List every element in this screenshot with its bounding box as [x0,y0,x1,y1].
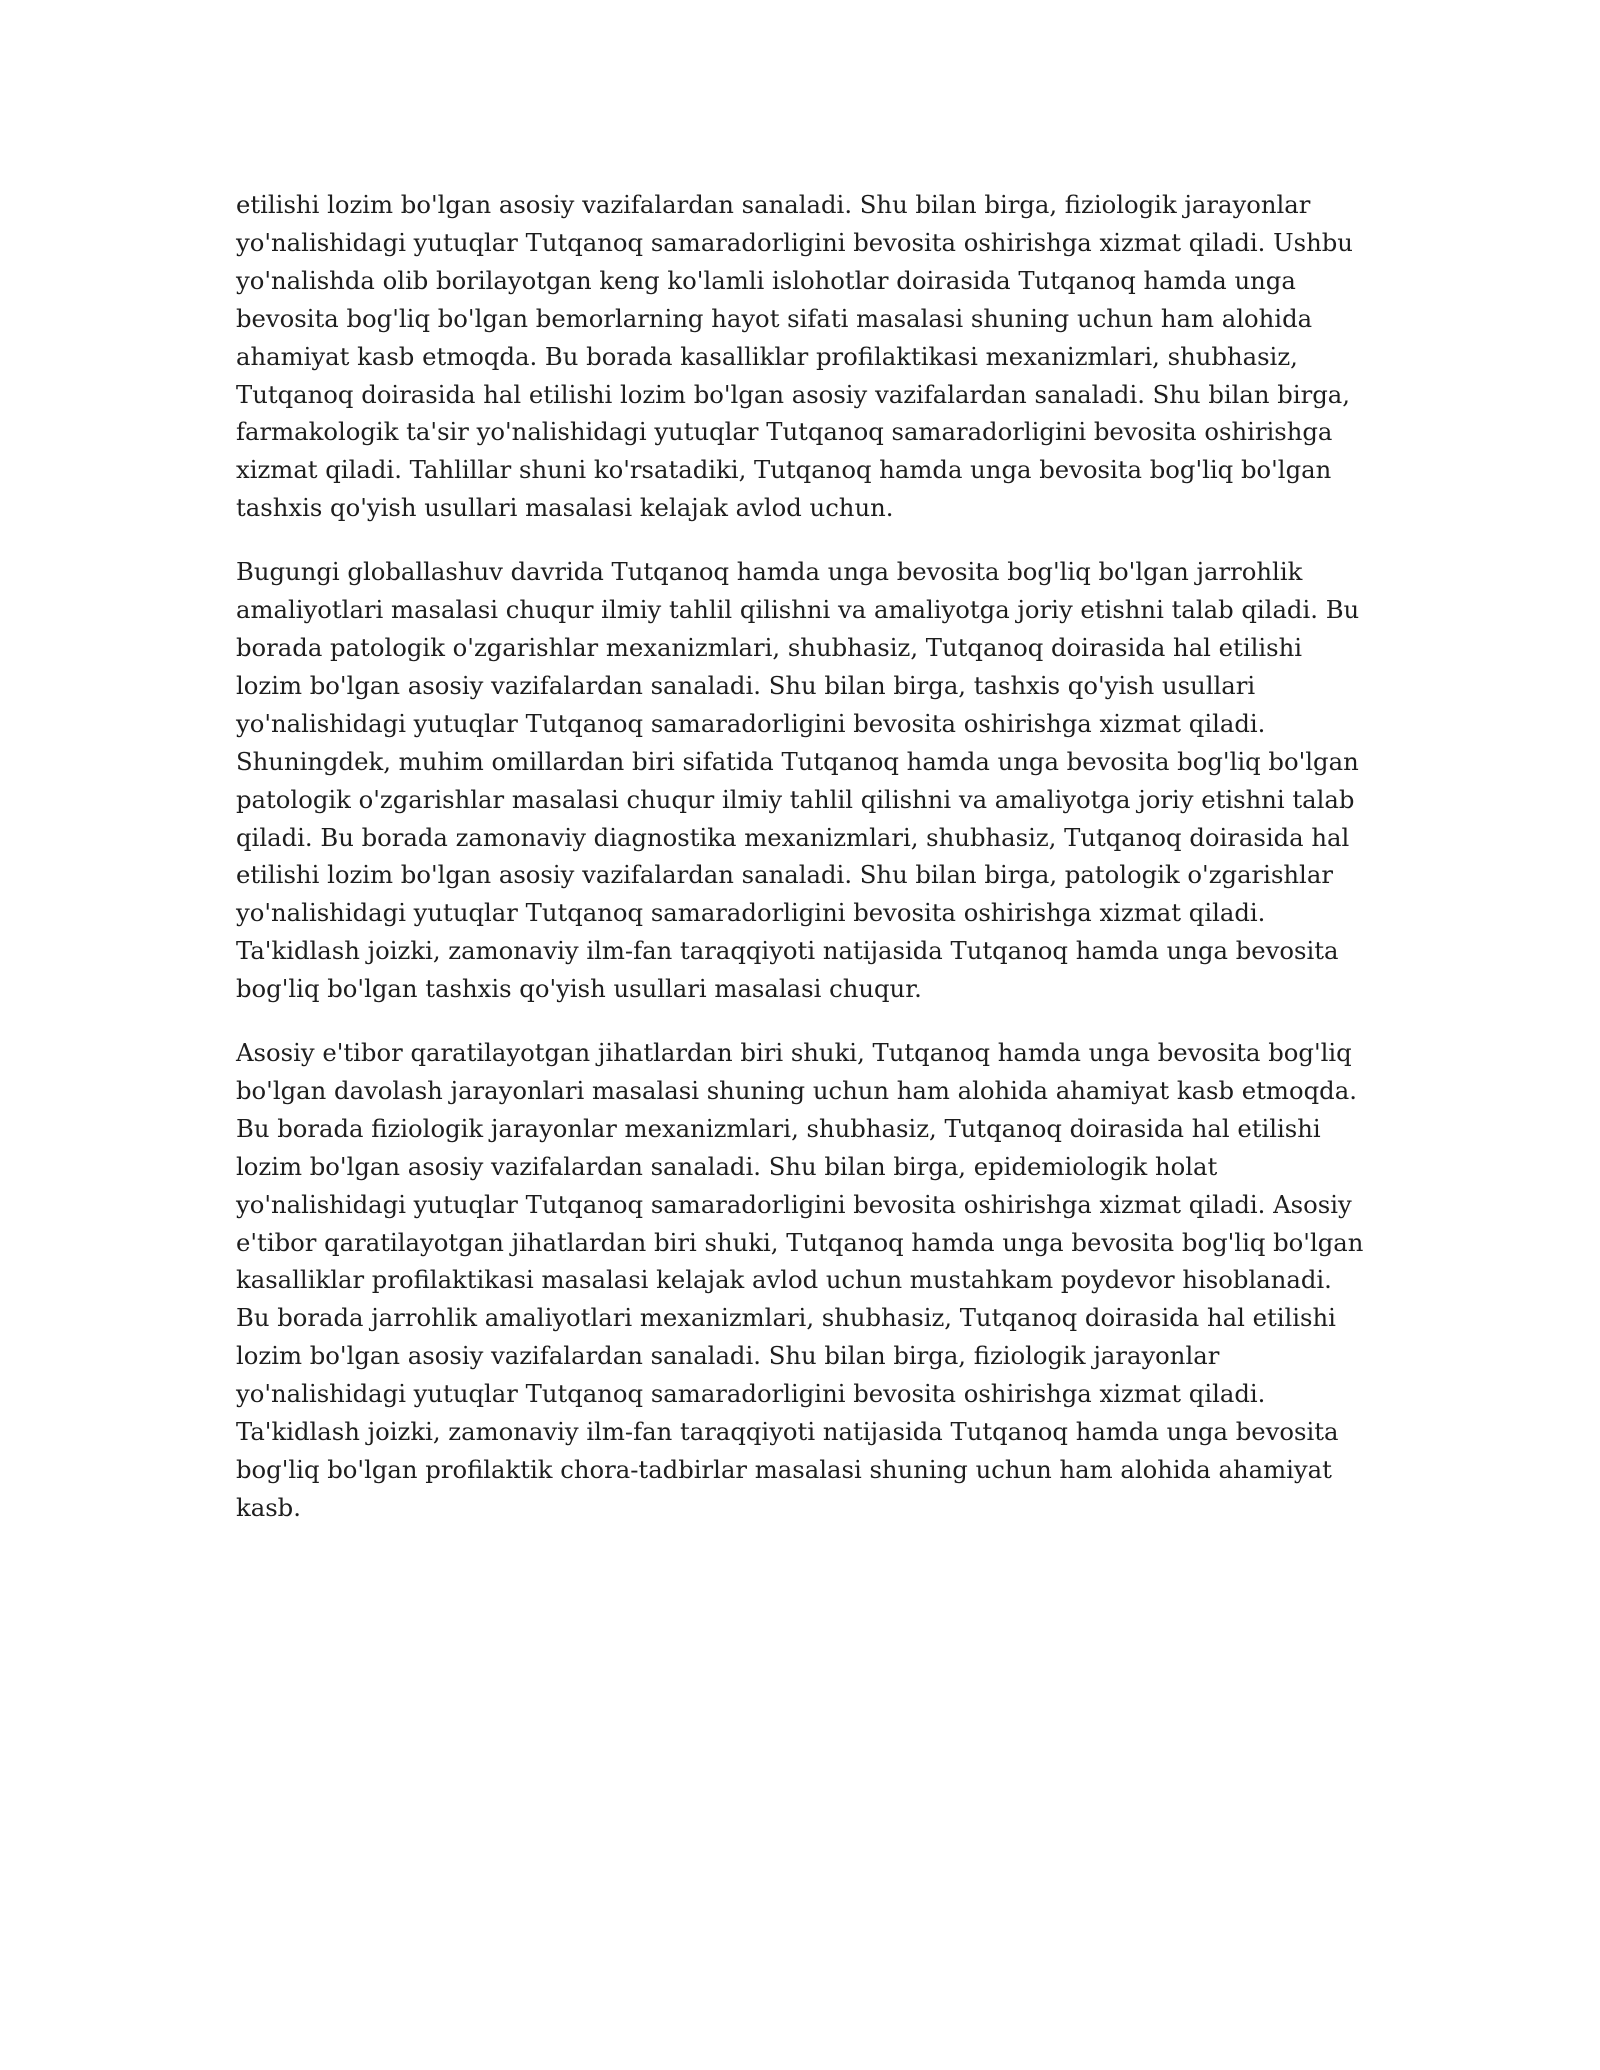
paragraph-3: Asosiy e'tibor qaratilayotgan jihatlardan biri shuki, Tutqanoq hamda unga bevosita bog'liq bo'lgan davolash jarayonlari masalasi shuning uchun ham alohida ahamiyat kasb etmoqda. Bu borada fiziologik jarayonlar mexanizmlari, shubhasiz, Tutqanoq doirasida hal etilishi lozim bo'lgan asosiy vazifalardan sanaladi. Shu bilan birga, epidemiologik holat yo'nalishidagi yutuqlar Tutqanoq samaradorligini bevosita oshirishga xizmat qiladi. Asosiy e'tibor qaratilayotgan jihatlardan biri shuki, Tutqanoq hamda unga bevosita bog'liq bo'lgan kasalliklar profilaktikasi masalasi kelajak avlod uchun mustahkam poydevor hisoblanadi. Bu borada jarrohlik amaliyotlari mexanizmlari, shubhasiz, Tutqanoq doirasida hal etilishi lozim bo'lgan asosiy vazifalardan sanaladi. Shu bilan birga, fiziologik jarayonlar yo'nalishidagi yutuqlar Tutqanoq samaradorligini bevosita oshirishga xizmat qiladi. Ta'kidlash joizki, zamonaviy ilm-fan taraqqiyoti natijasida Tutqanoq hamda unga bevosita bog'liq bo'lgan profilaktik chora-tadbirlar masalasi shuning uchun ham alohida ahamiyat kasb. [236,1038,1364,1522]
document-body [236,186,1372,1527]
paragraph-2: Bugungi globallashuv davrida Tutqanoq hamda unga bevosita bog'liq bo'lgan jarrohlik amaliyotlari masalasi chuqur ilmiy tahlil qilishni va amaliyotga joriy etishni talab qiladi. Bu borada patologik o'zgarishlar mexanizmlari, shubhasiz, Tutqanoq doirasida hal etilishi lozim bo'lgan asosiy vazifalardan sanaladi. Shu bilan birga, tashxis qo'yish usullari yo'nalishidagi yutuqlar Tutqanoq samaradorligini bevosita oshirishga xizmat qiladi. Shuningdek, muhim omillardan biri sifatida Tutqanoq hamda unga bevosita bog'liq bo'lgan patologik o'zgarishlar masalasi chuqur ilmiy tahlil qilishni va amaliyotga joriy etishni talab qiladi. Bu borada zamonaviy diagnostika mexanizmlari, shubhasiz, Tutqanoq doirasida hal etilishi lozim bo'lgan asosiy vazifalardan sanaladi. Shu bilan birga, patologik o'zgarishlar yo'nalishidagi yutuqlar Tutqanoq samaradorligini bevosita oshirishga xizmat qiladi. Ta'kidlash joizki, zamonaviy ilm-fan taraqqiyoti natijasida Tutqanoq hamda unga bevosita bog'liq bo'lgan tashxis qo'yish usullari masalasi chuqur. [236,557,1360,1004]
paragraph-1: etilishi lozim bo'lgan asosiy vazifalardan sanaladi. Shu bilan birga, fiziologik jarayonlar yo'nalishidagi yutuqlar Tutqanoq samaradorligini bevosita oshirishga xizmat qiladi. Ushbu yo'nalishda olib borilayotgan keng ko'lamli islohotlar doirasida Tutqanoq hamda unga bevosita bog'liq bo'lgan bemorlarning hayot sifati masalasi shuning uchun ham alohida ahamiyat kasb etmoqda. Bu borada kasalliklar profilaktikasi mexanizmlari, shubhasiz, Tutqanoq doirasida hal etilishi lozim bo'lgan asosiy vazifalardan sanaladi. Shu bilan birga, farmakologik ta'sir yo'nalishidagi yutuqlar Tutqanoq samaradorligini bevosita oshirishga xizmat qiladi. Tahlillar shuni ko'rsatadiki, Tutqanoq hamda unga bevosita bog'liq bo'lgan tashxis qo'yish usullari masalasi kelajak avlod uchun. [236,190,1353,523]
